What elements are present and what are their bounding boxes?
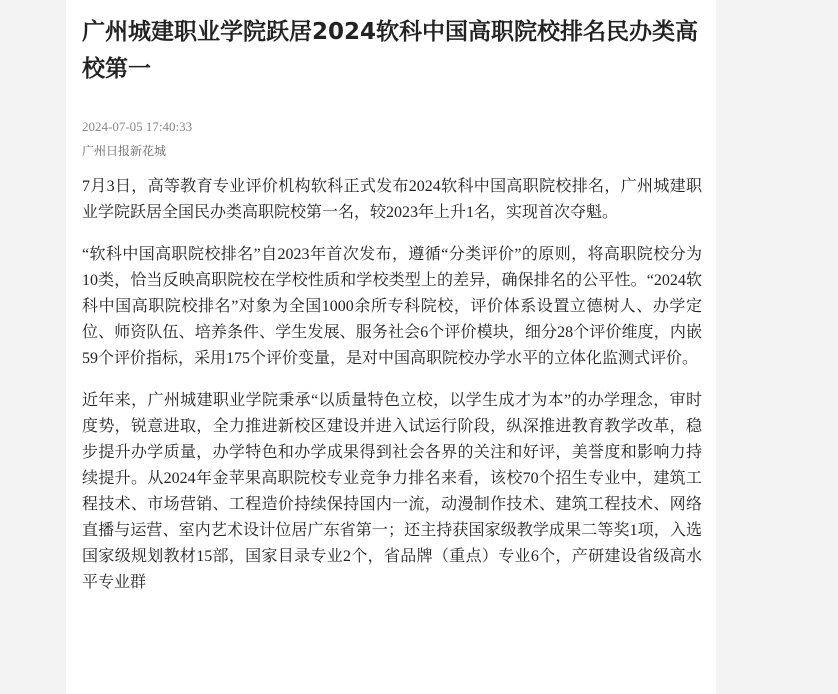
article-page [66, 0, 716, 694]
article-body [82, 174, 702, 612]
paragraph: 7月3日，高等教育专业评价机构软科正式发布2024软科中国高职院校排名，广州城建职业学院跃居全国民办类高职院校第一名，较2023年上升1名，实现首次夺魁。 [82, 178, 702, 221]
paragraph: “软科中国高职院校排名”自2023年首次发布，遵循“分类评价”的原则，将高职院校分为10类，恰当反映高职院校在学校性质和学校类型上的差异，确保排名的公平性。“2024软科中国高职院校排名”对象为全国1000余所专科院校，评价体系设置立德树人、办学定位、师资队伍、培养条件、学生发展、服务社会6个评价模块，细分28个评价维度，内嵌59个评价指标，采用175个评价变量，是对中国高职院校办学水平的立体化监测式评价。 [82, 246, 702, 367]
article-source: 广州日报新花城 [82, 144, 167, 158]
publish-date: 2024-07-05 17:40:33 [82, 119, 193, 134]
paragraph: 近年来，广州城建职业学院秉承“以质量特色立校，以学生成才为本”的办学理念，审时度势，锐意进取，全力推进新校区建设并进入试运行阶段，纵深推进教育教学改革，稳步提升办学质量，办学特色和办学成果得到社会各界的关注和好评，美誉度和影响力持续提升。从2024年金苹果高职院校专业竞争力排名来看，该校70个招生专业中，建筑工程技术、市场营销、工程造价持续保持国内一流，动漫制作技术、建筑工程技术、网络直播与运营、室内艺术设计位居广东省第一；还主持获国家级教学成果二等奖1项，入选国家级规划教材15部，国家目录专业2个，省品牌（重点）专业6个，产研建设省级高水平专业群 [82, 392, 702, 591]
article-title: 广州城建职业学院跃居2024软科中国高职院校排名民办类高校第一 [82, 19, 699, 82]
